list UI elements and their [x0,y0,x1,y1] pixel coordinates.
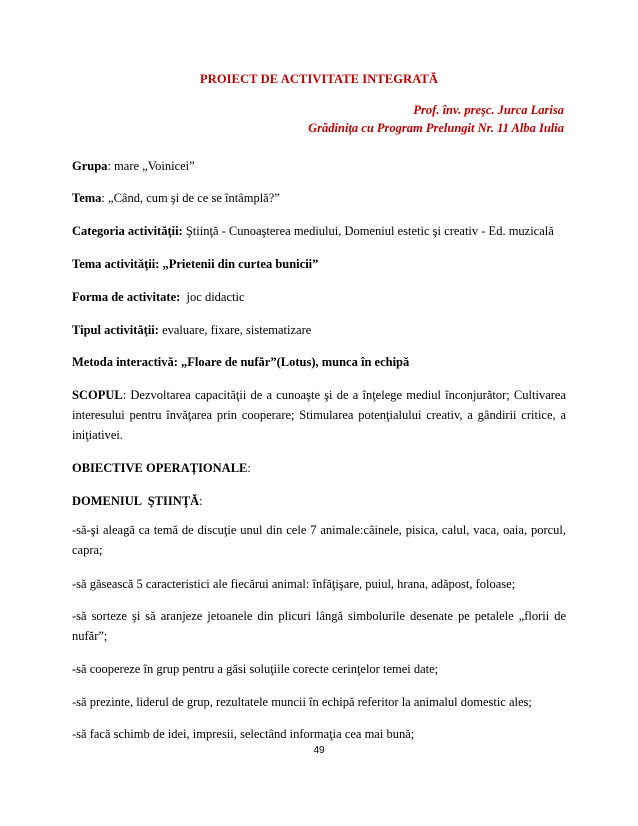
field-label: Metoda interactivă: „Floare de nufăr”(Lotus), munca în echipă [72,355,410,369]
objective-item: -să facă schimb de idei, impresii, selectând informaţia cea mai bună; [72,727,415,741]
field-label: Tipul activităţii: [72,323,159,337]
field-metoda [72,352,566,372]
field-label: Forma de activitate: [72,290,181,304]
scopul-label: SCOPUL [72,388,123,402]
field-label: Categoria activităţii: [72,224,183,238]
field-tema [72,188,566,208]
obiective-heading [72,458,566,478]
field-grupa [72,156,566,176]
objective-item: -să sorteze şi să aranjeze jetoanele din plicuri lângă simbolurile desenate pe petalele „florii de nufăr”; [72,609,566,643]
field-value: Ştiinţă - Cunoaşterea mediului, Domeniul estetic şi creativ - Ed. muzicală [185,224,554,238]
objective-item: -să găsească 5 caracteristici ale fiecărui animal: înfăţişare, puiul, hrana, adăpost, foloase; [72,577,516,591]
field-tema-activitatii [72,254,566,274]
obiective-label: OBIECTIVE OPERAŢIONALE [72,461,248,475]
page-number: 49 [313,745,325,756]
objective-item: -să coopereze în grup pentru a găsi soluţiile corecte cerinţelor temei date; [72,662,439,676]
field-forma [72,287,566,307]
domeniu-suffix: : [199,494,203,508]
field-label: Tema [72,191,102,205]
field-categoria [72,221,566,241]
field-value: mare „Voinicei” [114,159,195,173]
document-title: PROIECT DE ACTIVITATE INTEGRATĂ [200,72,438,86]
author-institution: Grădiniţa cu Program Prelungit Nr. 11 Alba Iulia [308,121,564,135]
field-sep: : [107,159,115,173]
objective-item: -să prezinte, liderul de grup, rezultatele muncii în echipă referitor la animalul domestic ales; [72,695,532,709]
field-value: evaluare, fixare, sistematizare [162,323,312,337]
domeniu-heading [72,491,566,511]
scopul-text: : Dezvoltarea capacităţii de a cunoaşte şi de a înţelege mediul înconjurător; Cultivarea interesului pentru învăţarea prin cooperare; Stimularea potenţialului creativ, a gândirii critice, a iniţiativei. [72,388,566,442]
field-label: Grupa [72,159,108,173]
field-tipul [72,320,566,340]
field-value: joc didactic [186,290,245,304]
field-value: „Când, cum şi de ce se întâmplă?” [108,191,280,205]
field-label: Tema activităţii: „Prietenii din curtea bunicii” [72,257,319,271]
objective-item: -să-şi aleagă ca temă de discuţie unul din cele 7 animale:câinele, pisica, calul, vaca, oaia, porcul, capra; [72,523,566,557]
scopul-paragraph [72,385,566,445]
obiective-suffix: : [247,461,251,475]
domeniu-label: DOMENIUL ŞTIINŢĂ [72,494,200,508]
author-name: Prof. înv. preşc. Jurca Larisa [413,103,564,117]
field-sep: : [101,191,109,205]
